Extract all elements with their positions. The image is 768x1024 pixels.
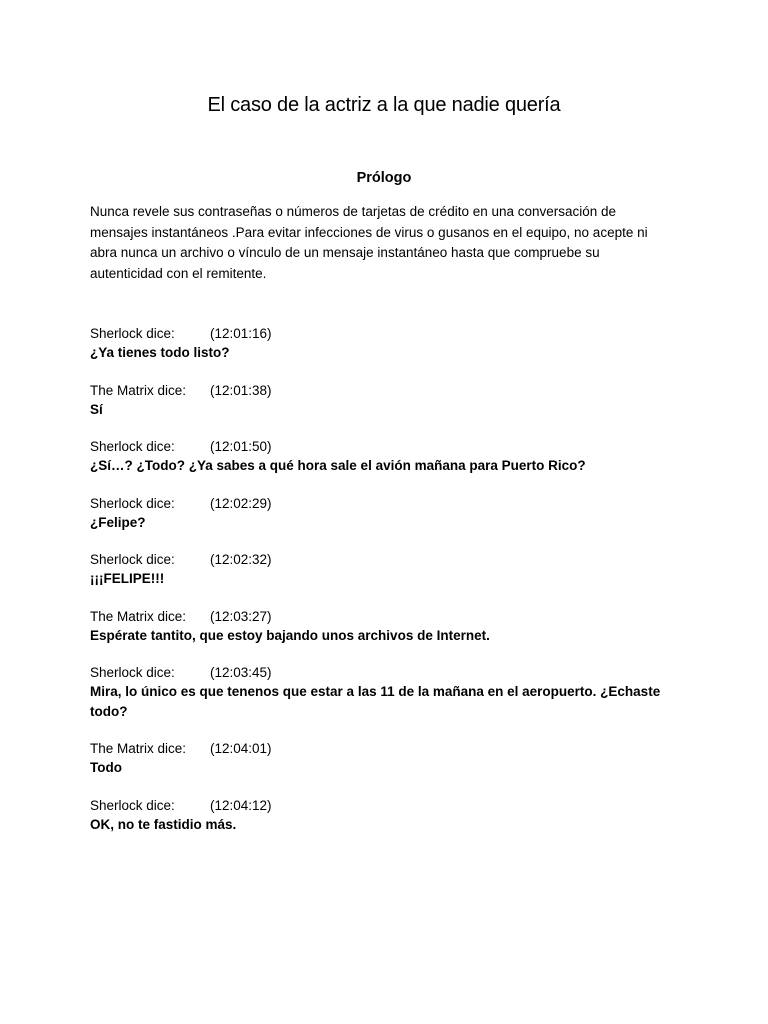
message-time: (12:04:12) — [210, 797, 272, 813]
message-header — [90, 494, 670, 513]
message-speaker: The Matrix dice: — [90, 608, 187, 624]
message-text: Todo — [90, 760, 122, 775]
message-header — [90, 739, 670, 758]
message-header — [90, 550, 670, 569]
message-time: (12:01:38) — [210, 382, 272, 398]
message-header — [90, 381, 670, 400]
message-speaker: Sherlock dice: — [90, 665, 175, 680]
section-title: Prólogo — [356, 170, 412, 186]
message-text: Sí — [90, 401, 103, 417]
message-speaker: Sherlock dice: — [90, 797, 175, 813]
message-time: (12:02:32) — [210, 552, 272, 567]
message-header — [90, 796, 670, 815]
chat-message — [90, 494, 670, 533]
message-speaker: Sherlock dice: — [90, 552, 175, 567]
chat-message — [90, 381, 670, 420]
message-text: Espérate tantito, que estoy bajando unos archivos de Internet. — [90, 627, 490, 643]
message-text: Mira, lo único es que tenenos que estar a las 11 de la mañana en el aeropuerto. ¿Echaste todo? — [90, 684, 661, 719]
chat-message — [90, 550, 670, 589]
message-text: ¡¡¡FELIPE!!! — [90, 571, 165, 586]
intro-paragraph: Nunca revele sus contraseñas o números de tarjetas de crédito en una conversación de mensajes instantáneos .Para evitar infecciones de virus o gusanos en el equipo, no acepte ni abra nunca un archivo o vínculo de un mensaje instantáneo hasta que compruebe su autenticidad con el remitente. — [90, 204, 648, 281]
message-text: OK, no te fastidio más. — [90, 816, 237, 832]
message-speaker: The Matrix dice: — [90, 741, 187, 756]
chat-message — [90, 663, 670, 721]
message-header — [90, 663, 670, 682]
message-time: (12:04:01) — [210, 741, 272, 756]
chat-message — [90, 739, 670, 778]
chat-message — [90, 796, 670, 835]
message-time: (12:03:45) — [210, 665, 272, 680]
message-text: ¿Felipe? — [90, 514, 146, 530]
message-time: (12:02:29) — [210, 495, 272, 511]
message-speaker: Sherlock dice: — [90, 326, 175, 341]
chat-message — [90, 437, 670, 476]
message-speaker: Sherlock dice: — [90, 495, 175, 511]
message-text: ¿Ya tienes todo listo? — [90, 345, 230, 360]
message-speaker: Sherlock dice: — [90, 439, 175, 454]
chat-message — [90, 607, 670, 646]
chat-message — [90, 324, 670, 363]
message-time: (12:03:27) — [210, 608, 272, 624]
document-title: El caso de la actriz a la que nadie quería — [207, 94, 561, 116]
message-speaker: The Matrix dice: — [90, 382, 187, 398]
message-header — [90, 437, 670, 456]
message-time: (12:01:50) — [210, 439, 272, 454]
chat-log — [90, 324, 670, 852]
message-time: (12:01:16) — [210, 326, 272, 341]
message-header — [90, 324, 670, 343]
message-header — [90, 607, 670, 626]
message-text: ¿Sí…? ¿Todo? ¿Ya sabes a qué hora sale el avión mañana para Puerto Rico? — [90, 458, 586, 473]
